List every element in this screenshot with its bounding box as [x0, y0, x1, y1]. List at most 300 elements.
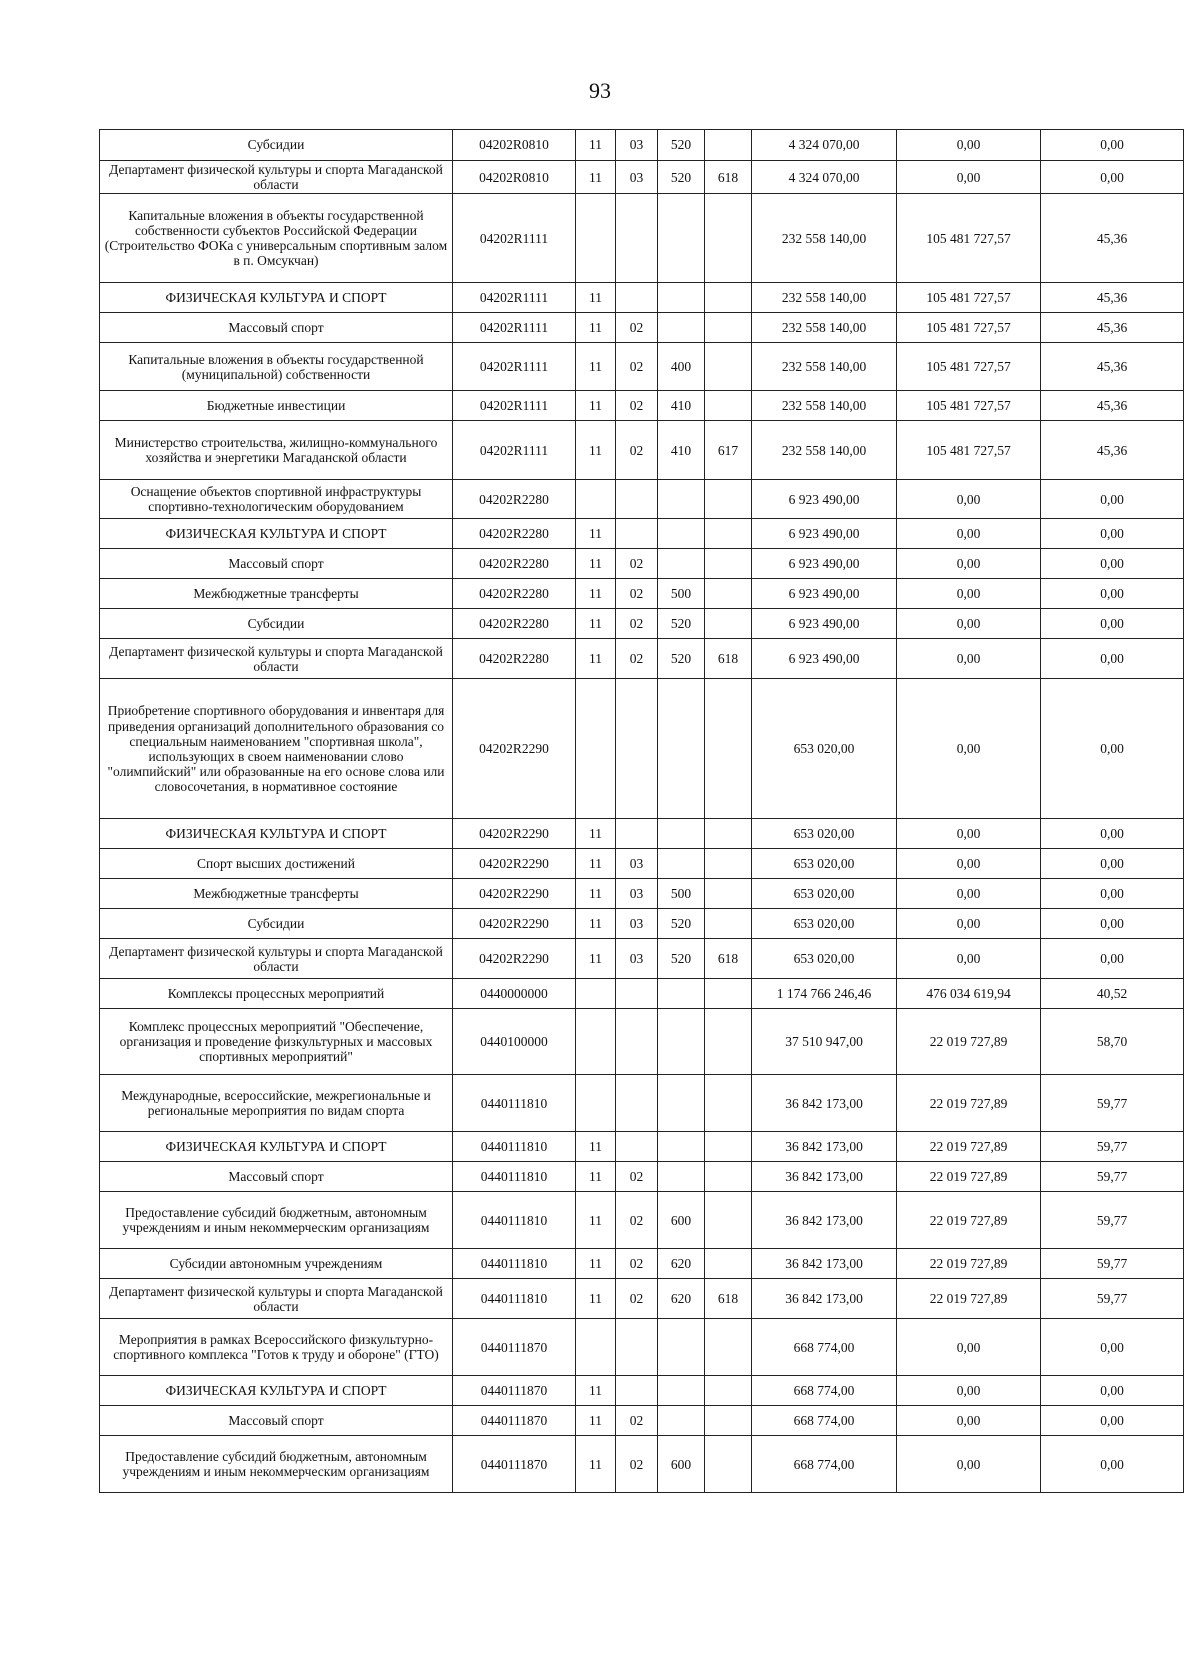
row-administrator	[705, 849, 752, 879]
row-percent: 0,00	[1041, 130, 1184, 161]
row-code: 04202R1111	[453, 343, 576, 391]
row-actual-amount: 0,00	[897, 819, 1041, 849]
row-administrator	[705, 609, 752, 639]
row-section: 11	[576, 1249, 616, 1279]
row-name: Бюджетные инвестиции	[100, 391, 453, 421]
row-name: Министерство строительства, жилищно-коммунального хозяйства и энергетики Магаданской области	[100, 421, 453, 480]
row-percent: 45,36	[1041, 194, 1184, 283]
row-expense-type	[658, 1406, 705, 1436]
row-percent: 0,00	[1041, 639, 1184, 679]
row-percent: 0,00	[1041, 879, 1184, 909]
row-section: 11	[576, 909, 616, 939]
row-subsection: 02	[616, 343, 658, 391]
row-actual-amount: 0,00	[897, 1406, 1041, 1436]
row-section: 11	[576, 549, 616, 579]
row-code: 04202R2290	[453, 909, 576, 939]
row-name: Предоставление субсидий бюджетным, автономным учреждениям и иным некоммерческим организациям	[100, 1436, 453, 1493]
row-code: 04202R1111	[453, 313, 576, 343]
row-actual-amount: 0,00	[897, 609, 1041, 639]
row-expense-type: 520	[658, 609, 705, 639]
row-plan-amount: 36 842 173,00	[752, 1162, 897, 1192]
row-plan-amount: 36 842 173,00	[752, 1192, 897, 1249]
row-expense-type	[658, 979, 705, 1009]
row-administrator	[705, 130, 752, 161]
row-name: Капитальные вложения в объекты государственной собственности субъектов Российской Федерации (Строительство ФОКа с универсальным спортивным залом в п. Омсукчан)	[100, 194, 453, 283]
row-plan-amount: 232 558 140,00	[752, 391, 897, 421]
row-percent: 0,00	[1041, 1406, 1184, 1436]
row-percent: 59,77	[1041, 1192, 1184, 1249]
row-percent: 0,00	[1041, 161, 1184, 194]
row-code: 04202R2290	[453, 939, 576, 979]
row-administrator: 618	[705, 639, 752, 679]
row-expense-type	[658, 1009, 705, 1075]
row-name: ФИЗИЧЕСКАЯ КУЛЬТУРА И СПОРТ	[100, 1376, 453, 1406]
row-actual-amount: 22 019 727,89	[897, 1279, 1041, 1319]
row-administrator: 618	[705, 1279, 752, 1319]
row-expense-type: 410	[658, 391, 705, 421]
row-code: 0440100000	[453, 1009, 576, 1075]
row-name: Департамент физической культуры и спорта Магаданской области	[100, 1279, 453, 1319]
row-percent: 45,36	[1041, 391, 1184, 421]
row-subsection	[616, 194, 658, 283]
table-row	[100, 130, 1184, 161]
row-code: 04202R2280	[453, 609, 576, 639]
row-expense-type	[658, 194, 705, 283]
row-actual-amount: 105 481 727,57	[897, 391, 1041, 421]
row-name: Субсидии	[100, 909, 453, 939]
row-code: 04202R2280	[453, 480, 576, 519]
row-code: 0440111810	[453, 1249, 576, 1279]
row-administrator	[705, 579, 752, 609]
row-code: 04202R2280	[453, 579, 576, 609]
row-section: 11	[576, 639, 616, 679]
row-administrator	[705, 879, 752, 909]
row-code: 04202R2280	[453, 639, 576, 679]
row-code: 0440111870	[453, 1436, 576, 1493]
row-expense-type: 400	[658, 343, 705, 391]
row-expense-type	[658, 1376, 705, 1406]
row-subsection: 02	[616, 1249, 658, 1279]
row-subsection: 03	[616, 849, 658, 879]
row-actual-amount: 105 481 727,57	[897, 343, 1041, 391]
table-row	[100, 609, 1184, 639]
row-plan-amount: 36 842 173,00	[752, 1132, 897, 1162]
row-administrator	[705, 1009, 752, 1075]
row-expense-type	[658, 480, 705, 519]
row-subsection: 02	[616, 609, 658, 639]
row-expense-type: 620	[658, 1249, 705, 1279]
row-expense-type: 520	[658, 130, 705, 161]
row-subsection	[616, 679, 658, 819]
row-plan-amount: 6 923 490,00	[752, 609, 897, 639]
page-number: 93	[589, 78, 611, 103]
row-expense-type	[658, 1075, 705, 1132]
row-percent: 0,00	[1041, 549, 1184, 579]
row-actual-amount: 0,00	[897, 130, 1041, 161]
row-section: 11	[576, 313, 616, 343]
row-name: Приобретение спортивного оборудования и инвентаря для приведения организаций дополнительного образования со специальным наименованием "спортивная школа", использующих в своем наименовании слово "олимпийский" или образованные на его основе слова или словосочетания, в нормативное состояние	[100, 679, 453, 819]
row-section: 11	[576, 819, 616, 849]
row-percent: 59,77	[1041, 1132, 1184, 1162]
row-name: ФИЗИЧЕСКАЯ КУЛЬТУРА И СПОРТ	[100, 1132, 453, 1162]
row-percent: 45,36	[1041, 313, 1184, 343]
row-percent: 0,00	[1041, 849, 1184, 879]
row-expense-type: 620	[658, 1279, 705, 1319]
row-code: 0440111870	[453, 1319, 576, 1376]
row-name: Спорт высших достижений	[100, 849, 453, 879]
row-code: 0440111810	[453, 1132, 576, 1162]
row-name: ФИЗИЧЕСКАЯ КУЛЬТУРА И СПОРТ	[100, 519, 453, 549]
table-row	[100, 1192, 1184, 1249]
table-row	[100, 1075, 1184, 1132]
row-actual-amount: 22 019 727,89	[897, 1132, 1041, 1162]
row-section	[576, 194, 616, 283]
row-subsection: 02	[616, 579, 658, 609]
row-expense-type: 520	[658, 909, 705, 939]
row-code: 0440111870	[453, 1376, 576, 1406]
row-plan-amount: 6 923 490,00	[752, 579, 897, 609]
table-row	[100, 849, 1184, 879]
row-section: 11	[576, 519, 616, 549]
row-expense-type	[658, 849, 705, 879]
table-row	[100, 939, 1184, 979]
row-percent: 0,00	[1041, 819, 1184, 849]
row-actual-amount: 0,00	[897, 909, 1041, 939]
row-code: 04202R2290	[453, 679, 576, 819]
row-expense-type	[658, 1162, 705, 1192]
row-administrator: 618	[705, 939, 752, 979]
row-plan-amount: 232 558 140,00	[752, 343, 897, 391]
row-percent: 45,36	[1041, 343, 1184, 391]
row-code: 04202R0810	[453, 161, 576, 194]
row-actual-amount: 0,00	[897, 161, 1041, 194]
table-row	[100, 1319, 1184, 1376]
row-name: Оснащение объектов спортивной инфраструктуры спортивно-технологическим оборудованием	[100, 480, 453, 519]
row-expense-type	[658, 679, 705, 819]
row-name: ФИЗИЧЕСКАЯ КУЛЬТУРА И СПОРТ	[100, 819, 453, 849]
row-plan-amount: 6 923 490,00	[752, 549, 897, 579]
row-administrator	[705, 1249, 752, 1279]
row-name: Межбюджетные трансферты	[100, 879, 453, 909]
row-percent: 59,77	[1041, 1162, 1184, 1192]
table-row	[100, 639, 1184, 679]
row-plan-amount: 4 324 070,00	[752, 130, 897, 161]
row-section: 11	[576, 421, 616, 480]
row-actual-amount: 0,00	[897, 1376, 1041, 1406]
row-code: 04202R2290	[453, 849, 576, 879]
row-section	[576, 1009, 616, 1075]
row-actual-amount: 476 034 619,94	[897, 979, 1041, 1009]
row-subsection	[616, 1132, 658, 1162]
row-code: 04202R0810	[453, 130, 576, 161]
row-plan-amount: 653 020,00	[752, 849, 897, 879]
table-body	[100, 130, 1184, 1493]
row-plan-amount: 36 842 173,00	[752, 1075, 897, 1132]
row-administrator	[705, 519, 752, 549]
table-row	[100, 161, 1184, 194]
row-code: 0440111810	[453, 1192, 576, 1249]
table-row	[100, 194, 1184, 283]
row-section: 11	[576, 343, 616, 391]
row-expense-type: 520	[658, 161, 705, 194]
row-name: Мероприятия в рамках Всероссийского физкультурно-спортивного комплекса "Готов к труду и обороне" (ГТО)	[100, 1319, 453, 1376]
row-subsection: 03	[616, 130, 658, 161]
row-code: 04202R1111	[453, 194, 576, 283]
row-administrator	[705, 1319, 752, 1376]
row-subsection: 02	[616, 1279, 658, 1319]
budget-table	[99, 129, 1184, 1493]
row-actual-amount: 0,00	[897, 849, 1041, 879]
row-plan-amount: 653 020,00	[752, 679, 897, 819]
row-administrator	[705, 391, 752, 421]
table-row	[100, 421, 1184, 480]
row-name: ФИЗИЧЕСКАЯ КУЛЬТУРА И СПОРТ	[100, 283, 453, 313]
row-expense-type: 500	[658, 879, 705, 909]
row-percent: 45,36	[1041, 283, 1184, 313]
row-subsection: 03	[616, 939, 658, 979]
row-name: Комплексы процессных мероприятий	[100, 979, 453, 1009]
row-section: 11	[576, 849, 616, 879]
row-administrator	[705, 313, 752, 343]
row-percent: 0,00	[1041, 1319, 1184, 1376]
row-name: Предоставление субсидий бюджетным, автономным учреждениям и иным некоммерческим организациям	[100, 1192, 453, 1249]
row-plan-amount: 6 923 490,00	[752, 519, 897, 549]
row-percent: 0,00	[1041, 939, 1184, 979]
row-percent: 59,77	[1041, 1279, 1184, 1319]
row-administrator	[705, 909, 752, 939]
row-name: Субсидии автономным учреждениям	[100, 1249, 453, 1279]
row-expense-type	[658, 549, 705, 579]
row-administrator	[705, 549, 752, 579]
table-row	[100, 1279, 1184, 1319]
table-row	[100, 549, 1184, 579]
row-administrator	[705, 194, 752, 283]
row-name: Массовый спорт	[100, 1162, 453, 1192]
table-row	[100, 1436, 1184, 1493]
row-actual-amount: 105 481 727,57	[897, 194, 1041, 283]
row-percent: 0,00	[1041, 480, 1184, 519]
table-row	[100, 1132, 1184, 1162]
row-section: 11	[576, 939, 616, 979]
row-section: 11	[576, 579, 616, 609]
row-percent: 0,00	[1041, 1436, 1184, 1493]
row-actual-amount: 0,00	[897, 879, 1041, 909]
row-administrator	[705, 343, 752, 391]
row-percent: 0,00	[1041, 519, 1184, 549]
row-percent: 0,00	[1041, 609, 1184, 639]
row-section: 11	[576, 130, 616, 161]
row-plan-amount: 653 020,00	[752, 879, 897, 909]
row-actual-amount: 0,00	[897, 480, 1041, 519]
row-subsection: 02	[616, 1162, 658, 1192]
row-subsection	[616, 519, 658, 549]
row-code: 0440000000	[453, 979, 576, 1009]
row-actual-amount: 0,00	[897, 549, 1041, 579]
table-row	[100, 679, 1184, 819]
row-section: 11	[576, 1162, 616, 1192]
row-percent: 0,00	[1041, 1376, 1184, 1406]
row-code: 04202R1111	[453, 391, 576, 421]
row-subsection: 02	[616, 421, 658, 480]
row-plan-amount: 653 020,00	[752, 909, 897, 939]
row-plan-amount: 232 558 140,00	[752, 194, 897, 283]
row-plan-amount: 653 020,00	[752, 819, 897, 849]
row-expense-type: 520	[658, 639, 705, 679]
table-row	[100, 1249, 1184, 1279]
row-administrator	[705, 979, 752, 1009]
table-row	[100, 979, 1184, 1009]
row-code: 0440111870	[453, 1406, 576, 1436]
row-subsection: 02	[616, 1192, 658, 1249]
row-code: 0440111810	[453, 1162, 576, 1192]
row-actual-amount: 105 481 727,57	[897, 313, 1041, 343]
table-row	[100, 1376, 1184, 1406]
row-expense-type: 600	[658, 1192, 705, 1249]
row-subsection	[616, 1376, 658, 1406]
row-section	[576, 1075, 616, 1132]
row-subsection: 02	[616, 313, 658, 343]
table-row	[100, 313, 1184, 343]
row-administrator: 617	[705, 421, 752, 480]
row-administrator	[705, 1162, 752, 1192]
row-percent: 0,00	[1041, 679, 1184, 819]
row-subsection: 03	[616, 161, 658, 194]
row-administrator: 618	[705, 161, 752, 194]
row-expense-type: 410	[658, 421, 705, 480]
row-expense-type	[658, 819, 705, 849]
row-name: Департамент физической культуры и спорта Магаданской области	[100, 639, 453, 679]
table-row	[100, 819, 1184, 849]
row-expense-type: 500	[658, 579, 705, 609]
row-expense-type	[658, 313, 705, 343]
row-plan-amount: 668 774,00	[752, 1436, 897, 1493]
row-plan-amount: 653 020,00	[752, 939, 897, 979]
row-name: Международные, всероссийские, межрегиональные и региональные мероприятия по видам спорта	[100, 1075, 453, 1132]
row-percent: 58,70	[1041, 1009, 1184, 1075]
row-section: 11	[576, 1192, 616, 1249]
row-expense-type	[658, 519, 705, 549]
row-section	[576, 679, 616, 819]
table-row	[100, 480, 1184, 519]
row-actual-amount: 105 481 727,57	[897, 421, 1041, 480]
row-section: 11	[576, 1436, 616, 1493]
row-administrator	[705, 480, 752, 519]
row-plan-amount: 6 923 490,00	[752, 480, 897, 519]
row-administrator	[705, 1376, 752, 1406]
row-plan-amount: 36 842 173,00	[752, 1249, 897, 1279]
row-subsection	[616, 283, 658, 313]
row-percent: 59,77	[1041, 1075, 1184, 1132]
row-code: 04202R1111	[453, 283, 576, 313]
row-section: 11	[576, 1376, 616, 1406]
row-section: 11	[576, 1406, 616, 1436]
row-subsection: 02	[616, 1406, 658, 1436]
row-expense-type: 520	[658, 939, 705, 979]
row-subsection	[616, 819, 658, 849]
row-expense-type	[658, 1319, 705, 1376]
row-plan-amount: 6 923 490,00	[752, 639, 897, 679]
row-section: 11	[576, 391, 616, 421]
row-actual-amount: 22 019 727,89	[897, 1162, 1041, 1192]
row-percent: 59,77	[1041, 1249, 1184, 1279]
row-section: 11	[576, 1279, 616, 1319]
row-administrator	[705, 1406, 752, 1436]
row-section: 11	[576, 609, 616, 639]
row-name: Капитальные вложения в объекты государственной (муниципальной) собственности	[100, 343, 453, 391]
row-actual-amount: 0,00	[897, 519, 1041, 549]
row-plan-amount: 668 774,00	[752, 1406, 897, 1436]
row-plan-amount: 4 324 070,00	[752, 161, 897, 194]
row-subsection: 03	[616, 909, 658, 939]
row-name: Массовый спорт	[100, 1406, 453, 1436]
row-expense-type	[658, 283, 705, 313]
row-name: Департамент физической культуры и спорта Магаданской области	[100, 161, 453, 194]
row-name: Субсидии	[100, 609, 453, 639]
table-row	[100, 519, 1184, 549]
row-administrator	[705, 1436, 752, 1493]
row-subsection: 02	[616, 1436, 658, 1493]
row-plan-amount: 36 842 173,00	[752, 1279, 897, 1319]
row-subsection	[616, 480, 658, 519]
row-section	[576, 1319, 616, 1376]
table-row	[100, 391, 1184, 421]
table-row	[100, 1406, 1184, 1436]
table-row	[100, 879, 1184, 909]
row-name: Комплекс процессных мероприятий "Обеспечение, организация и проведение физкультурных и массовых спортивных мероприятий"	[100, 1009, 453, 1075]
row-expense-type	[658, 1132, 705, 1162]
row-section	[576, 979, 616, 1009]
row-name: Массовый спорт	[100, 313, 453, 343]
row-administrator	[705, 819, 752, 849]
row-plan-amount: 668 774,00	[752, 1376, 897, 1406]
row-actual-amount: 0,00	[897, 939, 1041, 979]
row-plan-amount: 232 558 140,00	[752, 421, 897, 480]
row-code: 0440111810	[453, 1075, 576, 1132]
row-name: Департамент физической культуры и спорта Магаданской области	[100, 939, 453, 979]
row-administrator	[705, 1192, 752, 1249]
row-subsection	[616, 1319, 658, 1376]
row-percent: 40,52	[1041, 979, 1184, 1009]
row-code: 0440111810	[453, 1279, 576, 1319]
row-section: 11	[576, 879, 616, 909]
table-row	[100, 909, 1184, 939]
row-subsection	[616, 1009, 658, 1075]
row-plan-amount: 232 558 140,00	[752, 283, 897, 313]
table-row	[100, 1162, 1184, 1192]
row-actual-amount: 22 019 727,89	[897, 1075, 1041, 1132]
row-plan-amount: 1 174 766 246,46	[752, 979, 897, 1009]
row-section: 11	[576, 1132, 616, 1162]
row-section	[576, 480, 616, 519]
row-name: Массовый спорт	[100, 549, 453, 579]
row-actual-amount: 22 019 727,89	[897, 1192, 1041, 1249]
row-code: 04202R2280	[453, 549, 576, 579]
row-administrator	[705, 1132, 752, 1162]
row-code: 04202R1111	[453, 421, 576, 480]
row-actual-amount: 0,00	[897, 679, 1041, 819]
row-subsection	[616, 1075, 658, 1132]
row-name: Субсидии	[100, 130, 453, 161]
row-subsection	[616, 979, 658, 1009]
table-row	[100, 343, 1184, 391]
row-actual-amount: 0,00	[897, 639, 1041, 679]
row-section: 11	[576, 283, 616, 313]
row-plan-amount: 232 558 140,00	[752, 313, 897, 343]
row-administrator	[705, 1075, 752, 1132]
row-code: 04202R2280	[453, 519, 576, 549]
row-percent: 45,36	[1041, 421, 1184, 480]
row-percent: 0,00	[1041, 909, 1184, 939]
